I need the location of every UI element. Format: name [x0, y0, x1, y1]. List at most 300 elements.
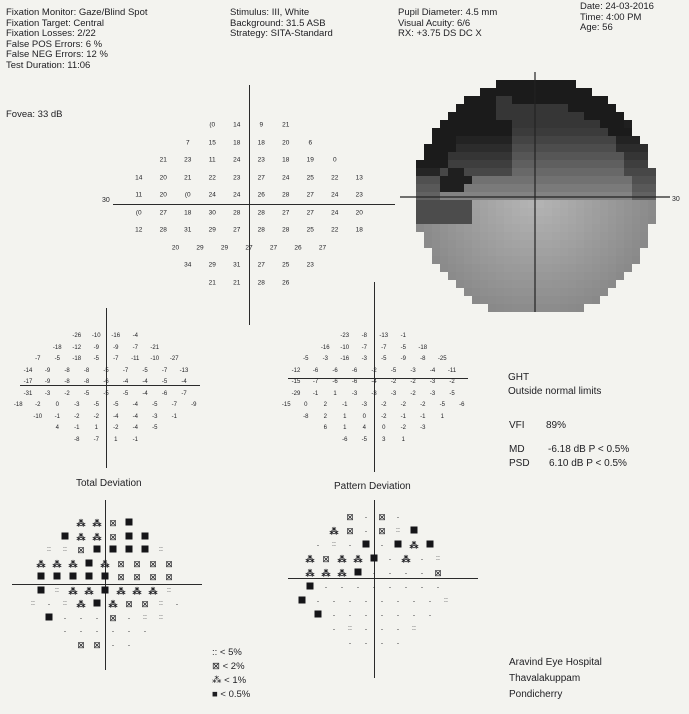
td-prob-p1-dense-r5-c5: ⁂ — [116, 585, 126, 596]
gray-cell-14 — [512, 88, 520, 96]
pd-value-r4-c7: -3 — [429, 379, 436, 386]
gray-cell-534 — [608, 240, 616, 248]
td-prob-p5-dots-r2-c7: :: — [159, 546, 163, 554]
pd-value-r5-c2: 1 — [333, 390, 337, 397]
threshold-cell-r3-c8: 22 — [331, 174, 339, 182]
pd-prob-p1-dense-r4-c2: ⁂ — [337, 568, 347, 578]
gray-cell-657 — [464, 288, 472, 296]
gray-cell-613 — [616, 264, 624, 272]
gray-cell-277 — [440, 176, 448, 184]
gray-cell-45 — [480, 104, 488, 112]
pd-prob-normal-dot-r7-c4: · — [380, 610, 384, 620]
gray-cell-256 — [512, 168, 520, 176]
td-prob-normal-dot-r9-c2: · — [111, 639, 115, 650]
td-prob-p05-solid-r0-c3 — [126, 519, 133, 528]
gray-cell-567 — [448, 256, 456, 264]
threshold-cell-r0-c0: (0 — [209, 121, 216, 129]
gray-cell-163 — [456, 144, 464, 152]
gray-cell-346 — [512, 192, 520, 200]
gray-cell-287 — [520, 176, 528, 184]
strategy: Strategy: SITA-Standard — [230, 28, 333, 39]
legend-symbol-checker: ⊠ — [212, 661, 220, 672]
pd-value-r5-c3: -3 — [351, 390, 358, 397]
legend-row-5pct — [212, 646, 250, 660]
gray-cell-236 — [584, 160, 592, 168]
gray-cell-571 — [480, 256, 488, 264]
gray-cell-308 — [448, 184, 456, 192]
gray-cell-300 — [624, 176, 632, 184]
gray-cell-268 — [608, 168, 616, 176]
threshold-cell-r4-c8: 24 — [331, 191, 339, 199]
threshold-cell-r3-c7: 25 — [306, 174, 314, 182]
td-value-r4-c4: -6 — [103, 379, 109, 386]
td-value-r4-c6: -4 — [142, 379, 148, 386]
gray-cell-495 — [520, 232, 528, 240]
pd-value-r5-c7: -3 — [429, 390, 436, 397]
td-value-r8-c5: -5 — [152, 425, 158, 432]
gray-cell-645 — [520, 280, 528, 288]
gray-cell-292 — [560, 176, 568, 184]
td-prob-v-axis — [105, 500, 106, 670]
gray-cell-99 — [560, 120, 568, 128]
gray-cell-615 — [448, 272, 456, 280]
gray-cell-196 — [496, 152, 504, 160]
threshold-cell-r9-c2: 28 — [257, 279, 265, 287]
gray-cell-242 — [632, 160, 640, 168]
gray-cell-609 — [584, 264, 592, 272]
threshold-cell-r5-c4: 28 — [233, 209, 241, 217]
gray-cell-596 — [480, 264, 488, 272]
pd-prob-p2-checker-r1-c3: ⊠ — [378, 526, 386, 536]
legend-text-1pct: < 1% — [221, 675, 247, 686]
td-prob-p2-checker-r6-c7: ⊠ — [141, 599, 149, 610]
pd-value-r6-c4: -3 — [361, 402, 367, 409]
gray-cell-115 — [488, 128, 496, 136]
gray-cell-637 — [456, 280, 464, 288]
gray-cell-432 — [480, 216, 488, 224]
gray-cell-640 — [480, 280, 488, 288]
pd-value-r0-c2: -13 — [379, 333, 389, 340]
gray-cell-559 — [592, 248, 600, 256]
gray-cell-395 — [424, 208, 432, 216]
gray-cell-29 — [504, 96, 512, 104]
gray-cell-565 — [432, 256, 440, 264]
td-prob-p5-dots-r2-c1: :: — [63, 546, 67, 554]
gray-cell-34 — [544, 96, 552, 104]
gray-cell-253 — [488, 168, 496, 176]
pd-value-r6-c1: 0 — [304, 402, 308, 409]
gray-cell-479 — [616, 224, 624, 232]
gray-cell-330 — [624, 184, 632, 192]
gray-cell-370 — [464, 200, 472, 208]
gray-cell-658 — [472, 288, 480, 296]
pd-prob-normal-dot-r9-c2: · — [380, 638, 384, 648]
gray-cell-282 — [480, 176, 488, 184]
gray-cell-41 — [600, 96, 608, 104]
gray-cell-473 — [568, 224, 576, 232]
gray-cell-387 — [600, 200, 608, 208]
pd-prob-normal-dot-r1-c2: · — [364, 526, 368, 536]
threshold-cell-r3-c1: 20 — [159, 174, 167, 182]
gray-cell-439 — [536, 216, 544, 224]
gray-cell-477 — [600, 224, 608, 232]
threshold-cell-r6-c7: 25 — [306, 226, 314, 234]
pd-prob-normal-dot-r4-c7: · — [420, 568, 424, 578]
gray-cell-623 — [512, 272, 520, 280]
td-prob-p2-checker-r4-c5: ⊠ — [117, 572, 125, 583]
gray-cell-681 — [520, 296, 528, 304]
gray-cell-592 — [448, 264, 456, 272]
gray-cell-451 — [632, 216, 640, 224]
axis-label-right: 30 — [672, 196, 680, 203]
pd-prob-normal-dot-r3-c7: · — [420, 554, 424, 564]
threshold-cell-r7-c1: 29 — [196, 244, 204, 252]
pd-value-r5-c1: -1 — [312, 390, 319, 397]
gray-cell-668 — [552, 288, 560, 296]
pd-value-r3-c6: -3 — [410, 367, 416, 374]
gray-cell-595 — [472, 264, 480, 272]
gray-cell-519 — [488, 240, 496, 248]
gray-cell-429 — [456, 216, 464, 224]
visual-acuity: Visual Acuity: 6/6 — [398, 17, 471, 29]
gray-cell-9 — [568, 80, 576, 88]
gray-cell-529 — [568, 240, 576, 248]
gray-cell-28 — [496, 96, 504, 104]
gray-cell-10 — [480, 88, 488, 96]
gray-cell-121 — [536, 128, 544, 136]
gray-cell-313 — [488, 184, 496, 192]
threshold-cell-r2-c7: 0 — [332, 156, 337, 164]
threshold-cell-r1-c5: 6 — [308, 139, 313, 147]
gray-cell-413 — [568, 208, 576, 216]
gray-cell-144 — [520, 136, 528, 144]
gray-cell-513 — [440, 240, 448, 248]
td-prob-p1-dense-r5-c6: ⁂ — [132, 585, 142, 596]
gray-cell-499 — [552, 232, 560, 240]
gray-cell-446 — [592, 216, 600, 224]
gray-cell-548 — [504, 248, 512, 256]
gray-cell-639 — [472, 280, 480, 288]
gray-cell-575 — [512, 256, 520, 264]
pd-prob-normal-dot-r9-c1: · — [364, 638, 368, 648]
td-prob-p05-solid-r2-c3 — [94, 546, 101, 555]
gray-cell-206 — [576, 152, 584, 160]
gray-cell-493 — [504, 232, 512, 240]
gray-cell-545 — [480, 248, 488, 256]
gray-cell-523 — [520, 240, 528, 248]
gray-cell-260 — [544, 168, 552, 176]
td-value-r3-c2: -8 — [64, 367, 70, 374]
gray-cell-50 — [520, 104, 528, 112]
gray-cell-371 — [472, 200, 480, 208]
gray-cell-207 — [584, 152, 592, 160]
gray-cell-588 — [616, 256, 624, 264]
threshold-cell-r7-c3: 27 — [245, 244, 253, 252]
gray-cell-340 — [464, 192, 472, 200]
gray-cell-235 — [576, 160, 584, 168]
td-value-r4-c1: -9 — [44, 379, 51, 386]
td-value-r7-c3: -2 — [93, 413, 99, 420]
gray-cell-223 — [480, 160, 488, 168]
gray-cell-503 — [584, 232, 592, 240]
gray-cell-605 — [552, 264, 560, 272]
gray-cell-30 — [512, 96, 520, 104]
gray-cell-419 — [616, 208, 624, 216]
td-prob-p2-checker-r4-c7: ⊠ — [149, 572, 157, 583]
gray-cell-698 — [544, 304, 552, 312]
gray-cell-233 — [560, 160, 568, 168]
patient-age: Age: 56 — [580, 22, 613, 33]
gray-cell-392 — [640, 200, 648, 208]
fixation-monitor: Fixation Monitor: Gaze/Blind Spot — [6, 7, 148, 18]
gray-cell-650 — [560, 280, 568, 288]
gray-cell-566 — [440, 256, 448, 264]
gray-cell-147 — [544, 136, 552, 144]
gray-cell-478 — [608, 224, 616, 232]
gray-cell-333 — [648, 184, 656, 192]
gray-cell-373 — [488, 200, 496, 208]
gray-cell-315 — [504, 184, 512, 192]
pd-value-r3-c2: -6 — [332, 367, 338, 374]
gray-cell-119 — [520, 128, 528, 136]
gray-cell-234 — [568, 160, 576, 168]
gray-cell-299 — [616, 176, 624, 184]
gray-cell-474 — [576, 224, 584, 232]
gray-cell-483 — [424, 232, 432, 240]
td-value-r8-c4: -4 — [132, 425, 138, 432]
gray-cell-96 — [536, 120, 544, 128]
td-value-r4-c5: -4 — [122, 379, 129, 386]
gray-cell-129 — [600, 128, 608, 136]
gray-cell-185 — [632, 144, 640, 152]
gray-cell-506 — [608, 232, 616, 240]
gray-cell-161 — [440, 144, 448, 152]
gray-cell-46 — [488, 104, 496, 112]
threshold-cell-r9-c0: 21 — [208, 279, 216, 287]
td-prob-p2-checker-r4-c8: ⊠ — [165, 572, 173, 583]
pd-value-r3-c3: -6 — [351, 367, 358, 374]
gray-cell-514 — [448, 240, 456, 248]
gray-cell-228 — [520, 160, 528, 168]
td-value-r6-c0: -18 — [13, 402, 23, 409]
gray-cell-261 — [552, 168, 560, 176]
threshold-cell-r8-c0: 34 — [184, 261, 192, 269]
gray-cell-83 — [616, 112, 624, 120]
gray-cell-576 — [520, 256, 528, 264]
gray-cell-201 — [536, 152, 544, 160]
td-prob-p2-checker-r3-c6: ⊠ — [133, 558, 141, 569]
td-value-r0-c2: -16 — [111, 333, 121, 340]
gray-cell-216 — [424, 160, 432, 168]
grayscale-field-plot — [400, 72, 670, 312]
refraction: RX: +3.75 DS DC X — [398, 28, 482, 39]
gray-cell-338 — [448, 192, 456, 200]
threshold-cell-r2-c2: 11 — [208, 156, 216, 164]
gray-cell-634 — [600, 272, 608, 280]
gray-cell-677 — [488, 296, 496, 304]
gray-cell-593 — [456, 264, 464, 272]
pd-value-r8-c0: 6 — [323, 425, 327, 432]
gray-cell-628 — [552, 272, 560, 280]
threshold-cell-r7-c0: 20 — [171, 244, 180, 252]
td-value-r6-c4: -5 — [93, 402, 99, 409]
pd-prob-p05-solid-r2-c5 — [395, 541, 402, 550]
gray-cell-627 — [544, 272, 552, 280]
pd-value-r1-c4: -5 — [400, 344, 406, 351]
gray-cell-97 — [544, 120, 552, 128]
gray-cell-325 — [584, 184, 592, 192]
pd-prob-p1-dense-r3-c3: ⁂ — [353, 554, 363, 564]
gray-cell-518 — [480, 240, 488, 248]
gray-cell-349 — [536, 192, 544, 200]
gray-cell-301 — [632, 176, 640, 184]
gray-cell-685 — [552, 296, 560, 304]
gray-cell-601 — [520, 264, 528, 272]
gray-cell-75 — [552, 112, 560, 120]
gray-cell-259 — [536, 168, 544, 176]
background: Background: 31.5 ASB — [230, 17, 326, 29]
gray-cell-694 — [512, 304, 520, 312]
threshold-cell-r6-c2: 31 — [184, 226, 192, 234]
gray-cell-181 — [600, 144, 608, 152]
td-value-r6-c2: 0 — [55, 402, 59, 409]
gray-cell-321 — [552, 184, 560, 192]
gray-cell-454 — [416, 224, 424, 232]
gray-cell-84 — [440, 120, 448, 128]
gray-cell-377 — [520, 200, 528, 208]
gray-cell-457 — [440, 224, 448, 232]
gray-cell-350 — [544, 192, 552, 200]
pd-value-r4-c0: -15 — [291, 379, 301, 386]
pd-values-v-axis — [374, 282, 375, 472]
gray-cell-105 — [608, 120, 616, 128]
gray-cell-361 — [632, 192, 640, 200]
gray-cell-179 — [584, 144, 592, 152]
gray-cell-391 — [632, 200, 640, 208]
td-prob-p2-checker-r0-c2: ⊠ — [109, 518, 117, 529]
gray-cell-449 — [616, 216, 624, 224]
gray-cell-512 — [432, 240, 440, 248]
td-prob-p1-dense-r3-c0: ⁂ — [36, 558, 46, 569]
td-prob-p5-dots-r2-c0: :: — [47, 546, 51, 554]
pd-prob-p5-dots-r2-c1: :: — [332, 541, 336, 548]
gray-cell-283 — [488, 176, 496, 184]
gray-cell-418 — [608, 208, 616, 216]
gray-cell-241 — [624, 160, 632, 168]
gray-cell-113 — [472, 128, 480, 136]
pd-value-r8-c1: 1 — [343, 425, 347, 432]
threshold-cell-r6-c1: 28 — [159, 226, 167, 234]
gray-cell-65 — [472, 112, 480, 120]
threshold-cell-r4-c9: 23 — [355, 191, 363, 199]
td-prob-p05-solid-r7-c0 — [46, 613, 53, 622]
pd-value-r4-c4: -4 — [371, 379, 377, 386]
td-prob-p05-solid-r2-c6 — [142, 546, 149, 555]
gray-cell-676 — [480, 296, 488, 304]
pd-prob-normal-dot-r8-c4: · — [396, 624, 400, 634]
gray-cell-652 — [576, 280, 584, 288]
gray-cell-357 — [600, 192, 608, 200]
td-value-r0-c0: -26 — [72, 333, 82, 340]
gray-cell-347 — [520, 192, 528, 200]
gray-cell-107 — [624, 120, 632, 128]
gray-cell-92 — [504, 120, 512, 128]
gray-cell-550 — [520, 248, 528, 256]
threshold-cell-r6-c0: 12 — [135, 226, 143, 234]
gray-cell-604 — [544, 264, 552, 272]
threshold-cell-r4-c2: (0 — [184, 191, 191, 199]
pd-prob-p05-solid-r7-c0 — [315, 611, 322, 620]
gray-cell-339 — [456, 192, 464, 200]
td-value-r7-c0: -10 — [33, 413, 43, 420]
gray-cell-561 — [608, 248, 616, 256]
gray-cell-579 — [544, 256, 552, 264]
td-prob-p2-checker-r3-c5: ⊠ — [117, 558, 125, 569]
threshold-cell-r2-c5: 18 — [282, 156, 290, 164]
td-prob-p05-solid-r4-c1 — [54, 573, 61, 582]
gray-cell-142 — [504, 136, 512, 144]
gray-cell-73 — [536, 112, 544, 120]
td-prob-normal-dot-r8-c0: · — [63, 626, 67, 637]
pd-value-r8-c2: 4 — [362, 425, 366, 432]
gray-cell-381 — [552, 200, 560, 208]
gray-cell-276 — [432, 176, 440, 184]
pd-value-r7-c4: -2 — [381, 413, 387, 420]
gray-cell-33 — [536, 96, 544, 104]
gray-cell-289 — [536, 176, 544, 184]
gray-cell-443 — [568, 216, 576, 224]
gray-cell-310 — [464, 184, 472, 192]
td-prob-p1-dense-r6-c5: ⁂ — [108, 599, 118, 610]
gray-cell-324 — [576, 184, 584, 192]
gray-cell-562 — [616, 248, 624, 256]
gray-cell-78 — [576, 112, 584, 120]
gray-cell-82 — [608, 112, 616, 120]
td-value-r6-c1: -2 — [35, 402, 41, 409]
gray-cell-570 — [472, 256, 480, 264]
td-value-r3-c3: -8 — [83, 367, 90, 374]
threshold-cell-r5-c2: 18 — [184, 209, 192, 217]
gray-cell-661 — [496, 288, 504, 296]
threshold-cell-r4-c7: 27 — [306, 191, 314, 199]
gray-cell-273 — [648, 168, 656, 176]
td-prob-p05-solid-r1-c5 — [142, 532, 149, 541]
pd-value-r4-c2: -6 — [332, 379, 338, 386]
gray-cell-675 — [472, 296, 480, 304]
gray-cell-327 — [600, 184, 608, 192]
pd-prob-normal-dot-r5-c5: · — [388, 582, 392, 592]
gray-cell-31 — [520, 96, 528, 104]
gray-cell-341 — [472, 192, 480, 200]
gray-cell-101 — [576, 120, 584, 128]
td-prob-p05-solid-r2-c5 — [126, 546, 133, 555]
gray-cell-394 — [416, 208, 424, 216]
gray-cell-525 — [536, 240, 544, 248]
pd-prob-normal-dot-r5-c2: · — [340, 582, 344, 592]
threshold-cell-r2-c1: 23 — [184, 156, 192, 164]
pd-value-r5-c8: -5 — [449, 390, 455, 397]
gray-cell-531 — [584, 240, 592, 248]
gray-cell-614 — [624, 264, 632, 272]
gray-cell-194 — [480, 152, 488, 160]
gray-cell-307 — [440, 184, 448, 192]
pd-value-r2-c5: -9 — [400, 356, 406, 363]
gray-cell-583 — [576, 256, 584, 264]
td-prob-p05-solid-r6-c4 — [94, 600, 101, 609]
gray-cell-351 — [552, 192, 560, 200]
gray-cell-520 — [496, 240, 504, 248]
td-prob-p1-dense-r6-c3: ⁂ — [76, 599, 86, 610]
